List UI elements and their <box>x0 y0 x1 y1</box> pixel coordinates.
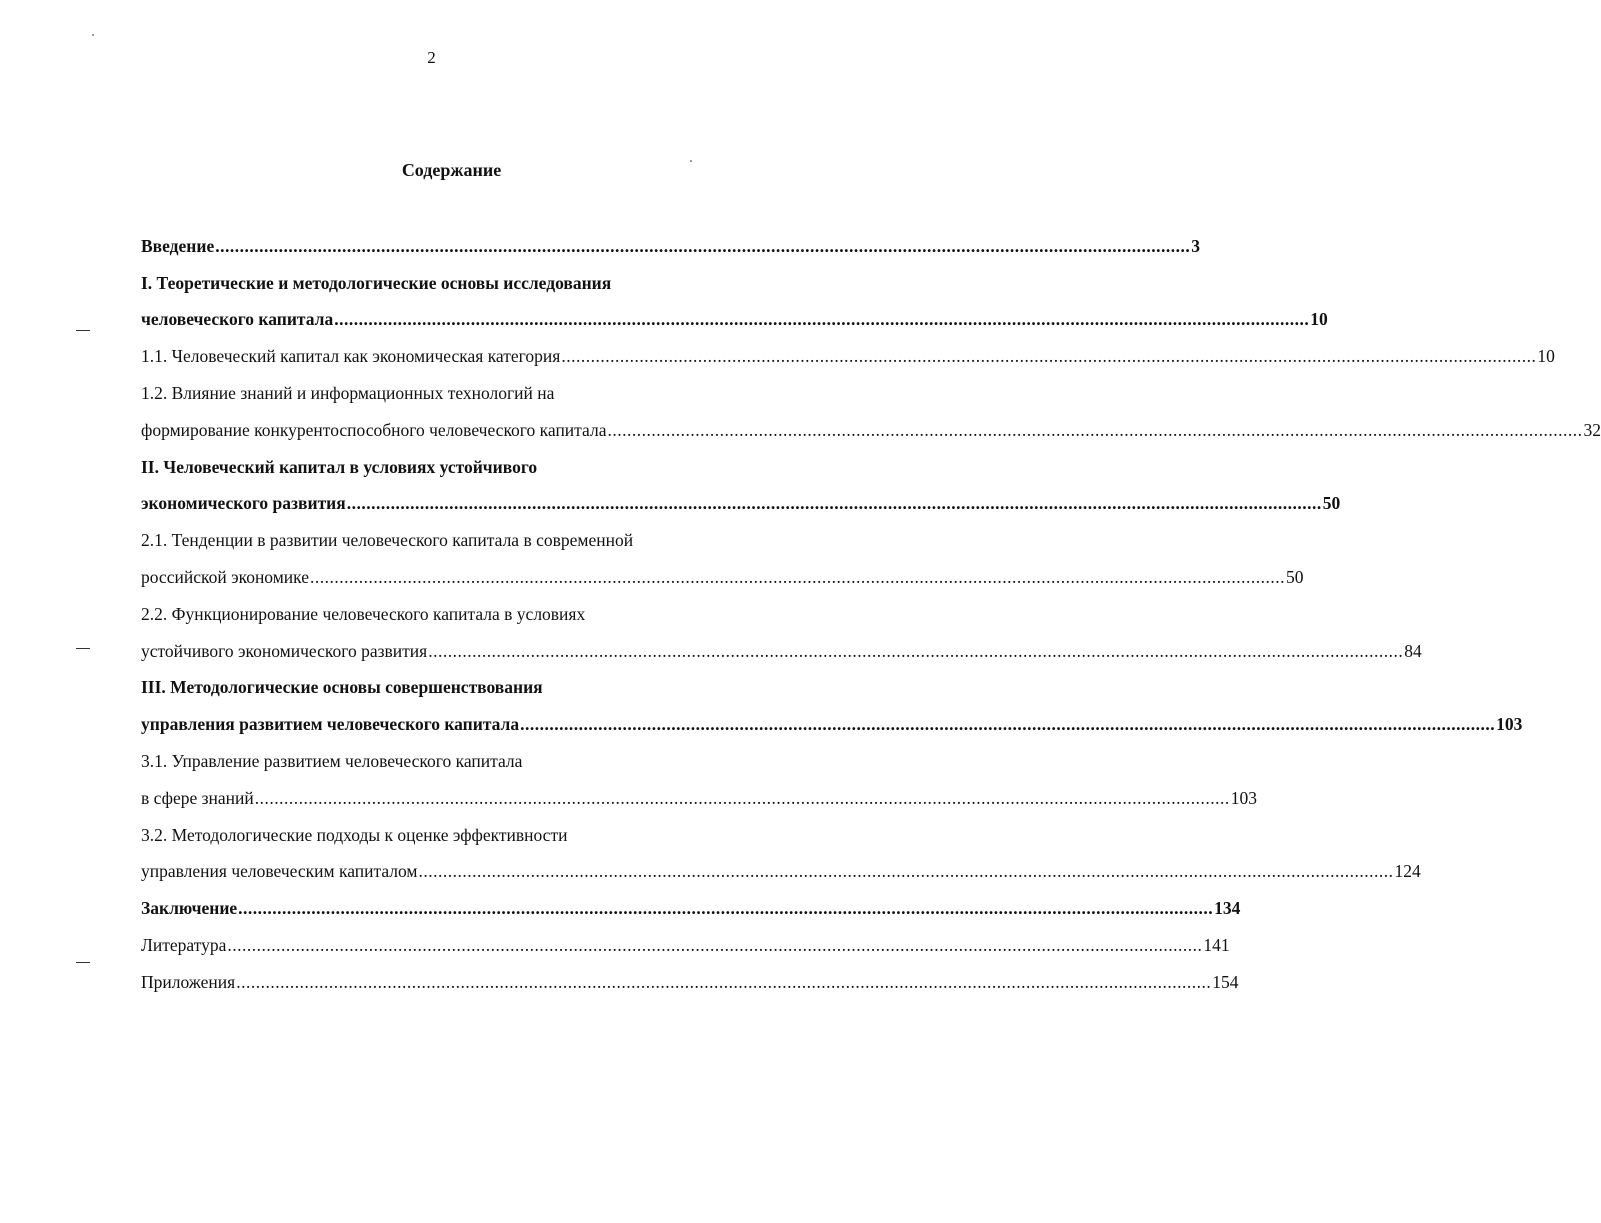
margin-mark <box>76 648 90 649</box>
toc-entry <box>141 817 765 854</box>
toc-entry-page: 103 <box>1230 787 1258 808</box>
dot-leader: ........................................................................................................................................................................................................ <box>236 971 1212 992</box>
toc-entry <box>141 486 1341 523</box>
toc-entry-page: 3 <box>1191 235 1200 256</box>
toc-entry <box>141 559 1304 596</box>
toc-entry <box>141 596 765 633</box>
toc-entry-page: 50 <box>1286 567 1304 588</box>
toc-title: Содержание <box>401 160 502 180</box>
dot-leader: ........................................................................................................................................................................................................ <box>428 640 1404 661</box>
toc-entry-text: управления развитием человеческого капитала <box>141 714 520 735</box>
table-of-contents <box>141 228 1601 1001</box>
toc-entry-text: российской экономике <box>141 567 310 588</box>
toc-entry <box>141 412 1601 449</box>
toc-entry-text: II. Человеческий капитал в условиях устойчивого <box>141 456 538 477</box>
scan-speck <box>92 34 94 36</box>
toc-entry <box>141 927 1230 964</box>
dot-leader: ........................................................................................................................................................................................................ <box>254 787 1230 808</box>
toc-entry-text: 2.1. Тенденции в развитии человеческого капитала в современной <box>141 530 634 551</box>
toc-entry-text: 1.1. Человеческий капитал как экономическая категория <box>141 346 561 367</box>
toc-entry <box>141 522 765 559</box>
toc-entry-text: 1.2. Влияние знаний и информационных технологий на <box>141 383 555 404</box>
toc-entry-text: Приложения <box>141 971 236 992</box>
dot-leader: ........................................................................................................................................................................................................ <box>418 861 1394 882</box>
toc-entry-text: Литература <box>141 935 227 956</box>
scan-speck <box>690 160 692 162</box>
toc-entry-text: III. Методологические основы совершенствования <box>141 677 543 698</box>
toc-entry-page: 84 <box>1404 640 1422 661</box>
toc-entry-text: экономического развития <box>141 493 346 514</box>
dot-leader: ........................................................................................................................................................................................................ <box>561 346 1537 367</box>
margin-mark <box>76 330 90 331</box>
toc-entry-page: 103 <box>1496 714 1523 735</box>
toc-entry <box>141 670 765 707</box>
dot-leader: ........................................................................................................................................................................................................ <box>520 714 1496 735</box>
margin-mark <box>76 962 90 963</box>
dot-leader: ........................................................................................................................................................................................................ <box>334 309 1310 330</box>
toc-entry <box>141 338 1555 375</box>
toc-entry-page: 154 <box>1212 971 1239 992</box>
dot-leader: ........................................................................................................................................................................................................ <box>346 493 1322 514</box>
toc-entry-text: управления человеческим капиталом <box>141 861 418 882</box>
toc-entry-text: I. Теоретические и методологические основы исследования <box>141 272 612 293</box>
toc-entry-text: в сфере знаний <box>141 787 254 808</box>
toc-entry-page: 10 <box>1537 346 1555 367</box>
toc-entry-page: 32 <box>1583 419 1601 440</box>
toc-entry-page: 10 <box>1310 309 1328 330</box>
toc-entry-text: формирование конкурентоспособного человеческого капитала <box>141 419 607 440</box>
dot-leader: ........................................................................................................................................................................................................ <box>238 898 1214 919</box>
toc-entry-text: устойчивого экономического развития <box>141 640 428 661</box>
toc-entry-text: 3.1. Управление развитием человеческого капитала <box>141 751 523 772</box>
toc-entry <box>141 890 1241 927</box>
dot-leader: ........................................................................................................................................................................................................ <box>215 235 1191 256</box>
toc-entry-page: 50 <box>1322 493 1341 514</box>
toc-entry-page: 124 <box>1394 861 1421 882</box>
toc-entry <box>141 964 1239 1001</box>
toc-entry <box>141 449 765 486</box>
toc-entry-text: Введение <box>141 235 215 256</box>
page-number: 2 <box>427 48 436 67</box>
toc-entry <box>141 228 1200 265</box>
toc-entry-page: 134 <box>1214 898 1241 919</box>
toc-entry <box>141 633 1422 670</box>
toc-entry <box>141 375 765 412</box>
toc-entry-text: Заключение <box>141 898 238 919</box>
toc-entry <box>141 743 765 780</box>
toc-entry-text: 3.2. Методологические подходы к оценке эффективности <box>141 824 568 845</box>
dot-leader: ........................................................................................................................................................................................................ <box>607 419 1583 440</box>
toc-entry <box>141 854 1421 891</box>
dot-leader: ........................................................................................................................................................................................................ <box>310 567 1286 588</box>
toc-entry <box>141 706 1523 743</box>
toc-entry <box>141 302 1328 339</box>
toc-entry-text: человеческого капитала <box>141 309 334 330</box>
toc-entry-text: 2.2. Функционирование человеческого капитала в условиях <box>141 603 586 624</box>
toc-entry-page: 141 <box>1203 935 1230 956</box>
toc-entry <box>141 265 765 302</box>
dot-leader: ........................................................................................................................................................................................................ <box>227 935 1203 956</box>
toc-entry <box>141 780 1258 817</box>
